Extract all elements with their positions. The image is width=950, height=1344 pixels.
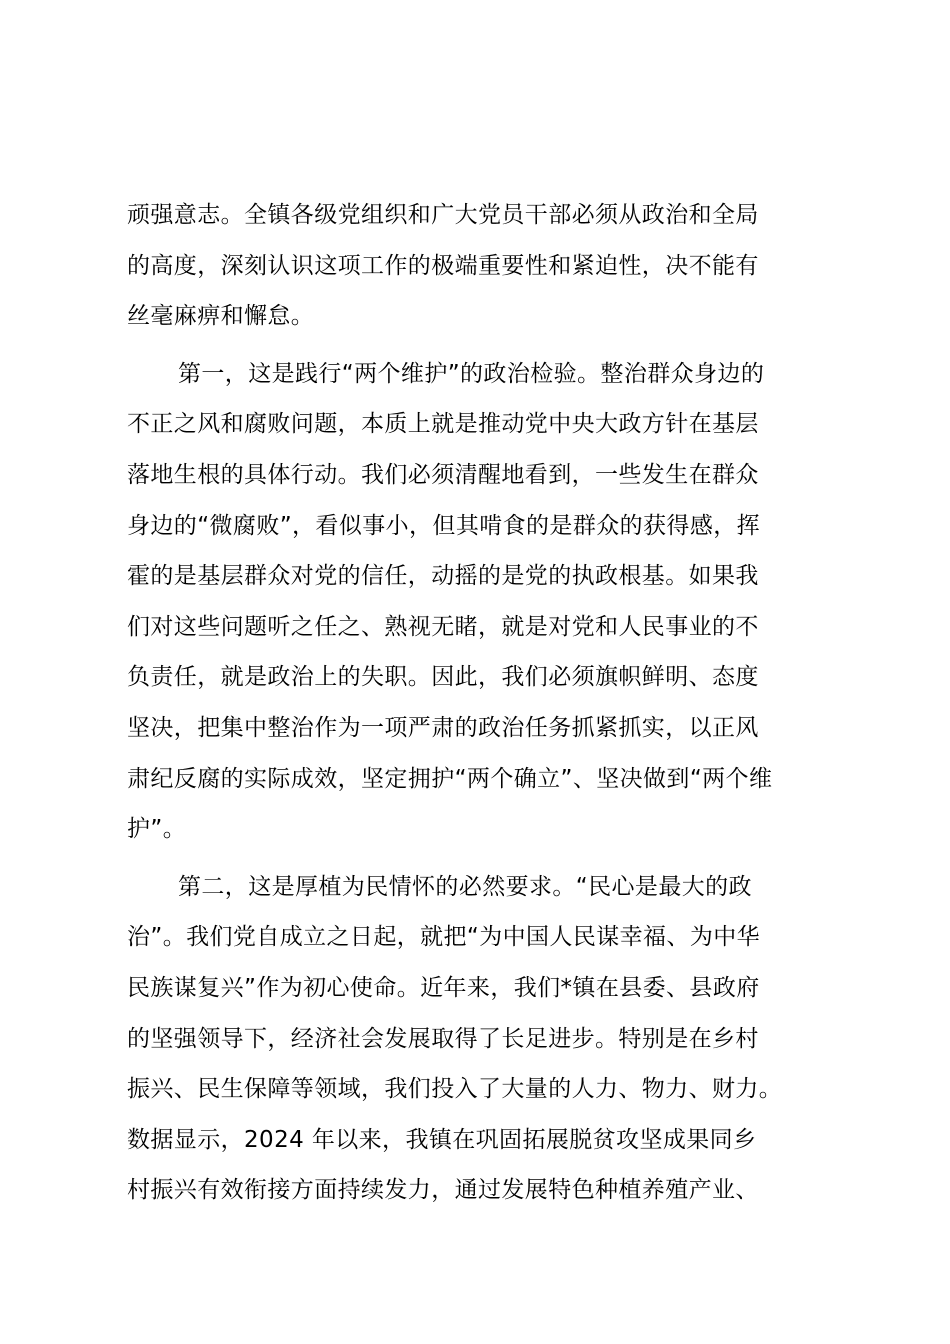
text-line: 负责任，就是政治上的失职。因此，我们必须旗帜鲜明、态度 bbox=[127, 664, 759, 691]
text-line: 肃纪反腐的实际成效，坚定拥护“两个确立”、坚决做到“两个维 bbox=[127, 765, 773, 792]
paragraph bbox=[127, 862, 827, 1216]
text-line: 数据显示，2024 年以来，我镇在巩固拓展脱贫攻坚成果同乡 bbox=[127, 1126, 757, 1153]
text-line: 民族谋复兴”作为初心使命。近年来，我们*镇在县委、县政府 bbox=[127, 974, 760, 1001]
document-body bbox=[127, 190, 827, 1216]
text-line: 的高度，深刻认识这项工作的极端重要性和紧迫性，决不能有 bbox=[127, 252, 759, 279]
text-line: 坚决，把集中整治作为一项严肃的政治任务抓紧抓实，以正风 bbox=[127, 714, 759, 741]
text-line: 的坚强领导下，经济社会发展取得了长足进步。特别是在乡村 bbox=[127, 1025, 759, 1052]
text-line: 治”。我们党自成立之日起，就把“为中国人民谋幸福、为中华 bbox=[127, 924, 761, 951]
paragraph-gap bbox=[127, 342, 827, 349]
text-line: 村振兴有效衔接方面持续发力，通过发展特色种植养殖产业、 bbox=[127, 1177, 759, 1204]
text-line: 落地生根的具体行动。我们必须清醒地看到，一些发生在群众 bbox=[127, 461, 759, 488]
text-line: 第一，这是践行“两个维护”的政治检验。整治群众身边的 bbox=[178, 360, 765, 387]
paragraph-gap bbox=[127, 855, 827, 862]
text-line: 不正之风和腐败问题，本质上就是推动党中央大政方针在基层 bbox=[127, 411, 759, 438]
paragraph bbox=[127, 349, 827, 855]
text-line: 护”。 bbox=[127, 816, 187, 843]
text-line: 振兴、民生保障等领域，我们投入了大量的人力、物力、财力。 bbox=[127, 1076, 783, 1103]
text-line: 们对这些问题听之任之、熟视无睹，就是对党和人民事业的不 bbox=[127, 613, 759, 640]
text-line: 第二，这是厚植为民情怀的必然要求。“民心是最大的政 bbox=[178, 873, 752, 900]
text-line: 丝毫麻痹和懈怠。 bbox=[127, 303, 315, 330]
text-line: 身边的“微腐败”，看似事小，但其啃食的是群众的获得感，挥 bbox=[127, 512, 761, 539]
text-line: 顽强意志。全镇各级党组织和广大党员干部必须从政治和全局 bbox=[127, 202, 759, 228]
text-line: 霍的是基层群众对党的信任，动摇的是党的执政根基。如果我 bbox=[127, 563, 759, 590]
paragraph bbox=[127, 190, 827, 342]
